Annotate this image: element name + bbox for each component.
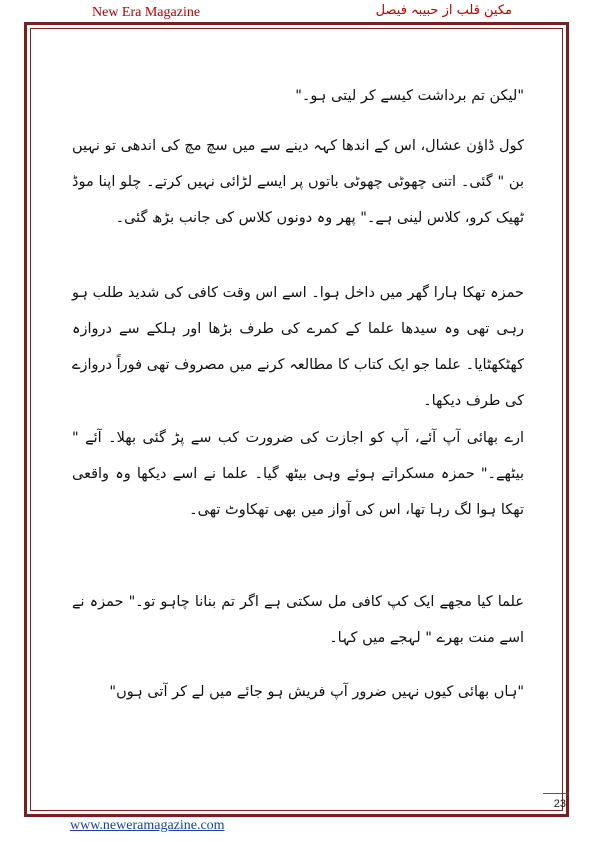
paragraph: علما کیا مجھے ایک کپ کافی مل سکتی ہے اگر تم بنانا چاہو تو۔" حمزہ نے اسے منت بھرے " لہجے میں کہا۔ — [72, 594, 524, 646]
paragraph: "لیکن تم برداشت کیسے کر لیتی ہو۔" — [295, 88, 524, 104]
paragraph: ارے بھائی آپ آئے، آپ کو اجازت کی ضرورت کب سے پڑ گئی بھلا۔ آئے " بیٹھے۔" حمزہ مسکراتے ہوئے وہی بیٹھ گیا۔ علما نے اسے دیکھا وہ واقعی تھکا ہوا لگ رہا تھا، اس کی آواز میں بھی تھکاوٹ تھی۔ — [72, 430, 524, 518]
page-number-box — [543, 793, 569, 817]
paragraph: حمزہ تھکا ہارا گھر میں داخل ہوا۔ اسے اس وقت کافی کی شدید طلب ہو رہی تھی وہ سیدھا علما کے کمرے کی طرف بڑھا اور ہلکے سے دروازہ کھٹکھٹایا۔ علما جو ایک کتاب کا مطالعہ کرنے میں مصروف تھی فوراً دروازے کی طرف دیکھا۔ — [72, 285, 524, 409]
page-number: 23 — [553, 798, 566, 810]
website-link[interactable]: www.neweramagazine.com — [70, 818, 225, 833]
magazine-name: New Era Magazine — [92, 5, 201, 20]
paragraph: "ہاں بھائی کیوں نہیں ضرور آپ فریش ہو جائے میں لے کر آتی ہوں" — [109, 684, 524, 700]
paragraph: کول ڈاؤن عشال، اس کے اندھا کہہ دینے سے میں سچ مچ کی اندھی تو نہیں بن " گئی۔ اتنی چھوٹی چھوٹی باتوں پر ایسے لڑائی نہیں کرتے۔ چلو اپنا موڈ ٹھیک کرو، کلاس لینی ہے۔" پھر وہ دونوں کلاس کی جانب بڑھ گئی۔ — [72, 138, 524, 226]
story-title: مکین قلب از حبیبہ فیصل — [375, 3, 512, 18]
